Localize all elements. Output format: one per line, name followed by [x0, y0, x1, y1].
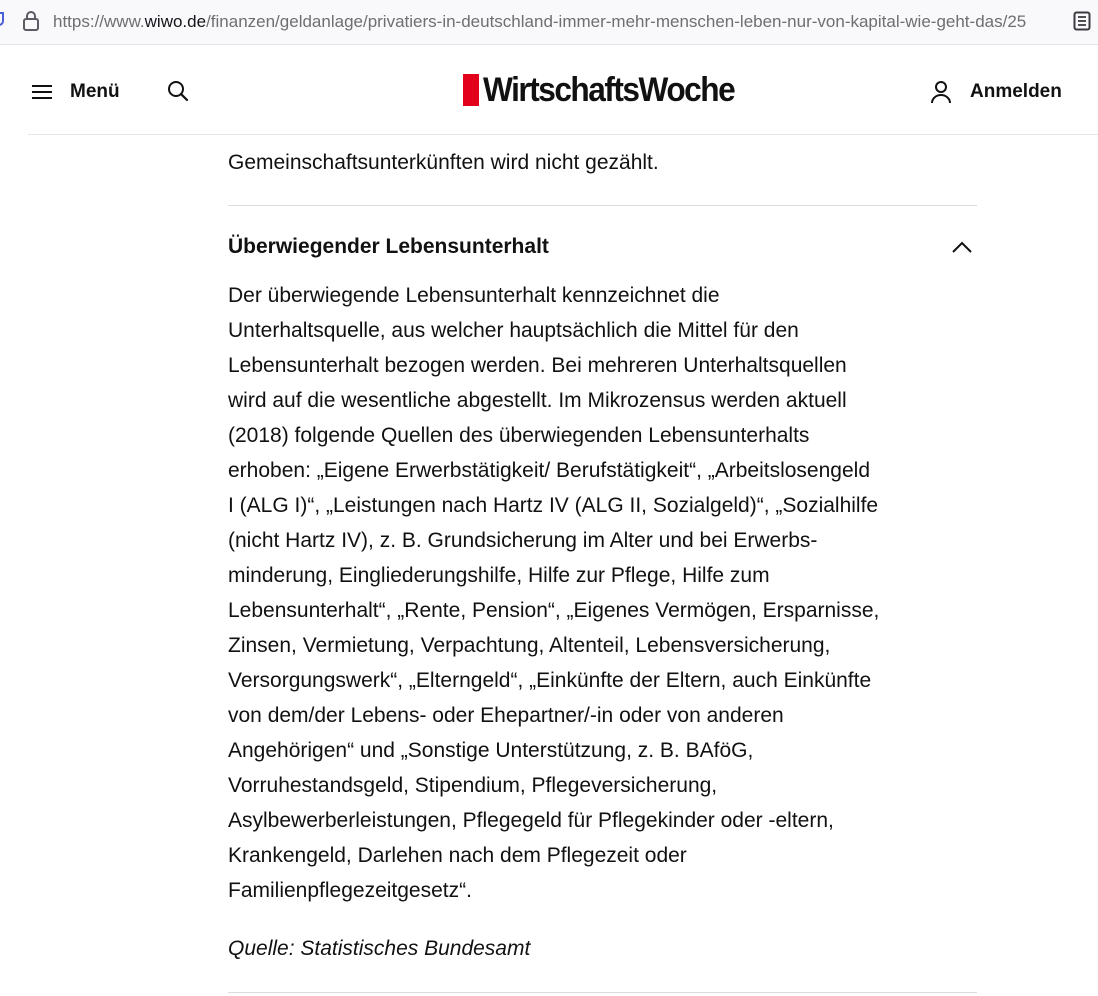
body-line: wird auf die wesentliche abgestellt. Im Mikrozensus werden aktuell	[228, 389, 847, 412]
reader-view-icon[interactable]	[1073, 11, 1091, 31]
body-line: Lebensunterhalt bezogen werden. Bei mehreren Unterhaltsquellen	[228, 354, 847, 377]
login-label: Anmelden	[970, 81, 1062, 102]
body-line: erhoben: „Eigene Erwerbstätigkeit/ Berufstätigkeit“, „Arbeitslosengeld	[228, 459, 870, 482]
body-line: Familienpflegezeitgesetz“.	[228, 879, 472, 902]
chevron-up-icon[interactable]	[951, 240, 973, 254]
body-line: von dem/der Lebens- oder Ehepartner/-in oder von anderen	[228, 704, 784, 727]
body-line: Asylbewerberleistungen, Pflegegeld für Pflegekinder oder -eltern,	[228, 809, 834, 832]
accordion-title: Überwiegender Lebensunterhalt	[228, 235, 549, 258]
body-line: Angehörigen“ und „Sonstige Unterstützung, z. B. BAföG,	[228, 739, 754, 762]
url-path: /finanzen/geldanlage/privatiers-in-deutschland-immer-mehr-menschen-leben-nur-von-kapital-wie-geht-das/25	[206, 12, 1027, 31]
body-line: I (ALG I)“, „Leistungen nach Hartz IV (ALG II, Sozialgeld)“, „Sozialhilfe	[228, 494, 879, 517]
header-divider	[28, 134, 1098, 135]
user-icon	[930, 80, 952, 104]
accordion-header[interactable]	[228, 229, 977, 265]
menu-button[interactable]	[32, 78, 120, 106]
accordion-divider-top	[228, 205, 977, 206]
browser-url-bar[interactable]	[0, 0, 1098, 45]
body-line: Vorruhestandsgeld, Stipendium, Pflegeversicherung,	[228, 774, 718, 797]
logo-mark	[463, 74, 479, 106]
url-prefix: https://www.	[53, 12, 145, 31]
shield-icon[interactable]	[0, 12, 4, 26]
body-line: Krankengeld, Darlehen nach dem Pflegezeit oder	[228, 844, 687, 867]
source-note: Quelle: Statistisches Bundesamt	[228, 937, 531, 960]
previous-paragraph-end: Gemeinschaftsunterkünften wird nicht gezählt.	[228, 151, 659, 174]
login-button[interactable]	[930, 78, 1062, 106]
url-text[interactable]	[53, 11, 1063, 33]
body-line: Lebensunterhalt“, „Rente, Pension“, „Eigenes Vermögen, Ersparnisse,	[228, 599, 880, 622]
site-logo[interactable]	[463, 72, 753, 108]
hamburger-icon	[32, 85, 52, 99]
body-line: (nicht Hartz IV), z. B. Grundsicherung im Alter und bei Erwerbs-	[228, 529, 818, 552]
accordion-divider-bottom	[228, 992, 977, 993]
accordion-body	[228, 278, 980, 908]
body-line: Unterhaltsquelle, aus welcher hauptsächlich die Mittel für den	[228, 319, 799, 342]
body-line: Der überwiegende Lebensunterhalt kennzeichnet die	[228, 284, 720, 307]
logo-text: WirtschaftsWoche	[483, 71, 735, 109]
body-line: minderung, Eingliederungshilfe, Hilfe zur Pflege, Hilfe zum	[228, 564, 770, 587]
lock-icon[interactable]	[22, 10, 40, 32]
body-line: Zinsen, Vermietung, Verpachtung, Altenteil, Lebensversicherung,	[228, 634, 831, 657]
url-domain: wiwo.de	[144, 12, 207, 31]
body-line: Versorgungswerk“, „Elterngeld“, „Einkünfte der Eltern, auch Einkünfte	[228, 669, 872, 692]
body-line: (2018) folgende Quellen des überwiegenden Lebensunterhalts	[228, 424, 810, 447]
menu-label: Menü	[70, 81, 120, 102]
search-icon[interactable]	[167, 80, 189, 102]
